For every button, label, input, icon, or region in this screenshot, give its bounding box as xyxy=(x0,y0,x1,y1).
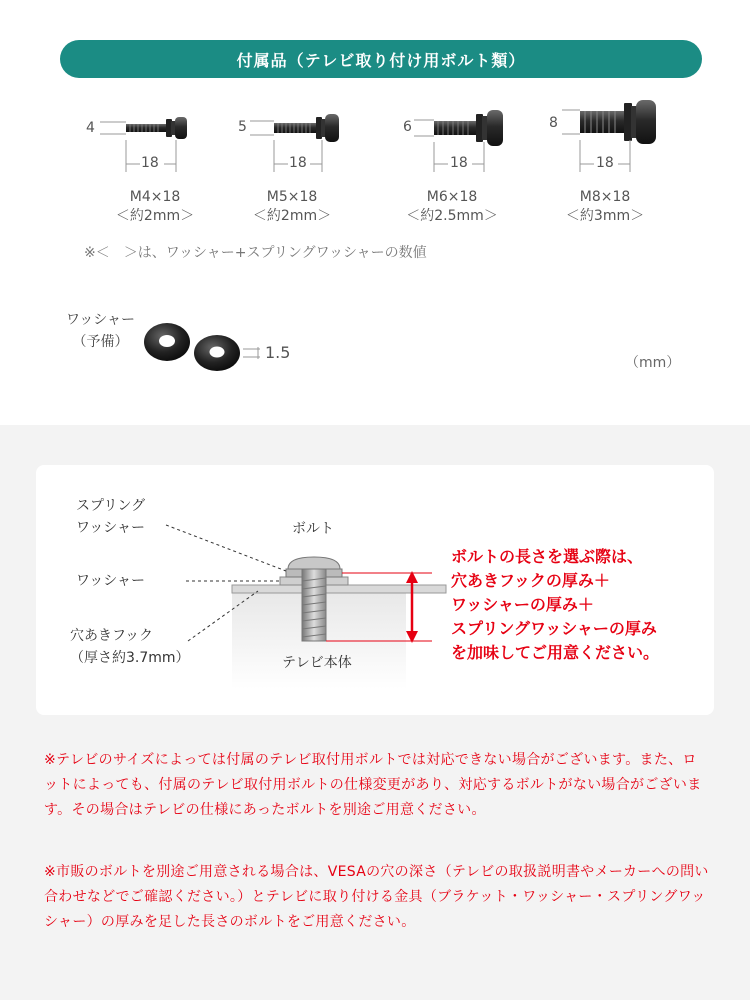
washer-label-line2: （予備） xyxy=(72,334,129,350)
bolt-m8-name: M8×18 xyxy=(579,189,631,205)
bolt-length-instruction xyxy=(451,545,659,665)
washer-1 xyxy=(144,323,190,361)
bolt-m5-length: 18 xyxy=(289,155,307,171)
bolt-m6-diameter: 6 xyxy=(403,119,412,135)
bolt-m5-label xyxy=(222,188,362,226)
spare-washer-label xyxy=(66,309,135,353)
bolt-head-shape xyxy=(288,557,340,569)
bolt-m8-spec: ＜約3mm＞ xyxy=(565,208,645,224)
bolt-spec-note: ※＜ ＞は、ワッシャー+スプリングワッシャーの数値 xyxy=(84,245,427,261)
washer-label: ワッシャー xyxy=(76,573,146,589)
bolt-m4-spec: ＜約2mm＞ xyxy=(115,208,195,224)
banner-title: 付属品（テレビ取り付け用ボルト類） xyxy=(236,50,526,70)
instruction-line-5: を加味してご用意ください。 xyxy=(451,643,660,662)
washer-thickness: 1.5 xyxy=(265,343,291,362)
bolt-m5-spec: ＜約2mm＞ xyxy=(252,208,332,224)
unit-label: （mm） xyxy=(625,355,681,371)
tv-body-label: テレビ本体 xyxy=(282,655,352,671)
spring-washer-label-line1: スプリング xyxy=(76,498,146,514)
bolt-m6-spec: ＜約2.5mm＞ xyxy=(406,208,498,224)
bolt-m5-diameter: 5 xyxy=(238,119,247,135)
spring-washer-label-line2: ワッシャー xyxy=(76,520,146,536)
bolts-illustration xyxy=(0,100,750,180)
bolt-m5-name: M5×18 xyxy=(266,189,318,205)
spare-washers-illustration xyxy=(140,318,270,378)
instruction-line-3: ワッシャーの厚み＋ xyxy=(451,595,594,614)
bolt-m6-name: M6×18 xyxy=(426,189,478,205)
bolt-m8-diameter: 8 xyxy=(549,115,558,131)
hook-label-line2: （厚さ約3.7mm） xyxy=(70,650,190,666)
hook-label-line1: 穴あきフック xyxy=(70,628,154,644)
spring-washer-label xyxy=(76,495,145,539)
instruction-line-2: 穴あきフックの厚み＋ xyxy=(451,571,610,590)
washer-label-line1: ワッシャー xyxy=(66,312,136,328)
bolt-label: ボルト xyxy=(292,521,334,537)
bolt-m4-length: 18 xyxy=(141,155,159,171)
bolt-m4-diameter: 4 xyxy=(86,120,95,136)
bolt-m6-length: 18 xyxy=(450,155,468,171)
note-paragraph-1: ※テレビのサイズによっては付属のテレビ取付用ボルトでは対応できない場合がございます。また、ロットによっても、付属のテレビ取付用ボルトの仕様変更があり、対応するボルトがない場合がございます。その場合はテレビの仕様にあったボルトを別途ご用意ください。 xyxy=(44,752,702,818)
bolt-m4-label xyxy=(85,188,225,226)
washer-2 xyxy=(194,335,240,371)
accessories-banner xyxy=(60,40,702,78)
note-paragraph-2: ※市販のボルトを別途ご用意される場合は、VESAの穴の深さ（テレビの取扱説明書やメーカーへの問い合わせなどでご確認ください。）とテレビに取り付ける金具（ブラケット・ワッシャー・スプリングワッシャー）の厚みを足した長さのボルトをご用意ください。 xyxy=(44,864,709,930)
hook-label xyxy=(70,625,190,669)
bolt-m8-length: 18 xyxy=(596,155,614,171)
hook-plate-shape xyxy=(232,585,446,593)
bolt-m4-name: M4×18 xyxy=(129,189,181,205)
bolt-m8-label xyxy=(535,188,675,226)
bolt-m6-label xyxy=(382,188,522,226)
instruction-line-4: スプリングワッシャーの厚み xyxy=(451,619,657,638)
instruction-line-1: ボルトの長さを選ぶ際は、 xyxy=(451,547,644,566)
